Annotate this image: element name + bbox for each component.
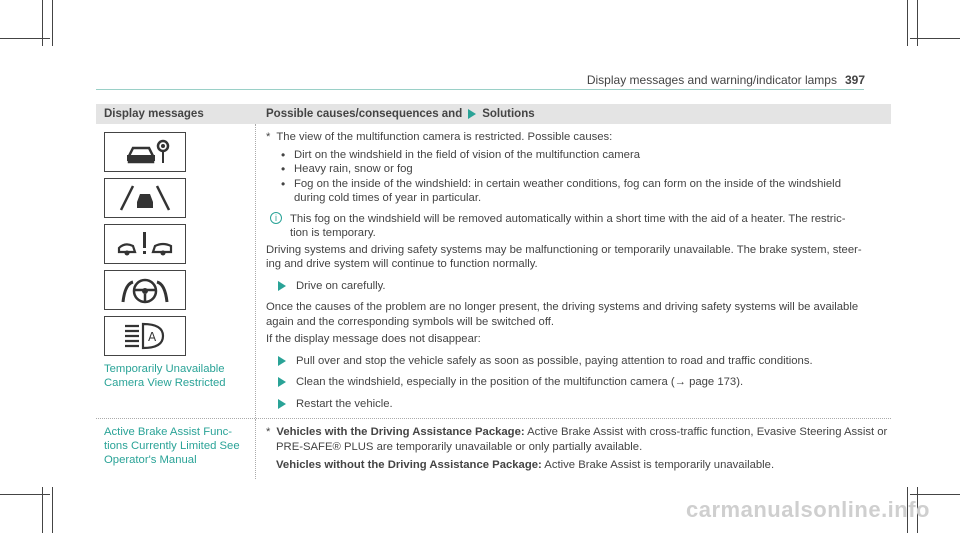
steering-wheel-hands-icon <box>104 270 186 310</box>
action-step: Pull over and stop the vehicle safely as soon as possible, paying attention to road and traffic conditions. <box>266 354 891 369</box>
causes-cell: * Vehicles with the Driving Assistance Package: Active Brake Assist with cross-traffic function, Evasive Steering Assist or PRE-SAFE® PLUS are temporarily unavailable or only partially available. Vehicles without the Driving Assistance Package: Active Brake Assist is temporarily unavailable. <box>256 419 891 479</box>
col-header-causes <box>256 108 891 120</box>
header-rule <box>96 89 864 90</box>
headlamp-auto-icon <box>104 316 186 356</box>
camera-car-icon <box>104 132 186 172</box>
action-step: Clean the windshield, especially in the position of the multifunction camera (→ page 173). <box>266 375 891 390</box>
with-package-text: * Vehicles with the Driving Assistance Package: Active Brake Assist with cross-traffic function, Evasive Steering Assist or <box>266 426 888 438</box>
list-item: • Dirt on the windshield in the field of vision of the multifunction camera <box>266 148 891 163</box>
message-active-brake-assist: Active Brake Assist Func- <box>104 426 233 438</box>
crop-mark <box>52 487 53 533</box>
list-item: • Heavy rain, snow or fog <box>266 162 891 177</box>
list-item-continuation: during cold times of year in particular. <box>294 192 482 204</box>
page-number: 397 <box>844 73 865 87</box>
running-head <box>587 73 865 87</box>
solution-arrow-icon <box>468 109 476 119</box>
col-header-display-messages: Display messages <box>104 108 204 120</box>
table-header <box>96 104 891 124</box>
info-icon: i <box>270 212 282 224</box>
table-row <box>96 419 891 479</box>
crop-mark <box>0 494 50 495</box>
messages-table <box>96 104 891 479</box>
without-package-text: Vehicles without the Driving Assistance Package: Active Brake Assist is temporarily unavailable. <box>276 459 775 471</box>
crop-mark <box>52 0 53 46</box>
col-header-solutions-label: Solutions <box>482 108 535 120</box>
if-persists-text: If the display message does not disappear: <box>266 333 481 345</box>
crop-mark <box>0 38 50 39</box>
crop-mark <box>917 0 918 46</box>
crop-mark <box>910 38 960 39</box>
crop-mark <box>42 0 43 46</box>
col-header-causes-label: Possible causes/consequences and <box>266 108 463 120</box>
watermark: carmanualsonline.info <box>686 497 930 522</box>
message-temporarily-unavailable: Temporarily Unavailable <box>104 363 225 375</box>
action-step: Drive on carefully. <box>266 279 891 294</box>
message-camera-view-restricted: Camera View Restricted <box>104 377 226 389</box>
info-note: i This fog on the windshield will be removed automatically within a short time with the aid of a heater. The restric- tion is temporary. <box>266 212 891 241</box>
recovery-paragraph: Once the causes of the problem are no longer present, the driving systems and driving safety systems will be available again and the corresponding symbols will be switched off. <box>266 301 859 328</box>
action-step: Restart the vehicle. <box>266 397 891 412</box>
intro-text: * The view of the multifunction camera is restricted. Possible causes: <box>266 131 613 143</box>
display-message-cell: Active Brake Assist Func- tions Currently Limited See Operator's Manual <box>96 419 256 479</box>
list-item: • Fog on the inside of the windshield: in certain weather conditions, fog can form on the inside of the windshield <box>266 177 891 192</box>
causes-cell <box>256 124 891 418</box>
crop-mark <box>910 494 960 495</box>
display-message-cell <box>96 124 256 418</box>
crop-mark <box>907 0 908 46</box>
running-head-title: Display messages and warning/indicator lamps <box>586 73 837 87</box>
svg-text:A: A <box>148 330 157 344</box>
car-lane-icon <box>104 178 186 218</box>
table-row <box>96 124 891 419</box>
malfunction-paragraph: Driving systems and driving safety systems may be malfunctioning or temporarily unavailable. The brake system, steer- ing and drive system will continue to function normally. <box>266 243 862 270</box>
car-distance-warning-icon <box>104 224 186 264</box>
